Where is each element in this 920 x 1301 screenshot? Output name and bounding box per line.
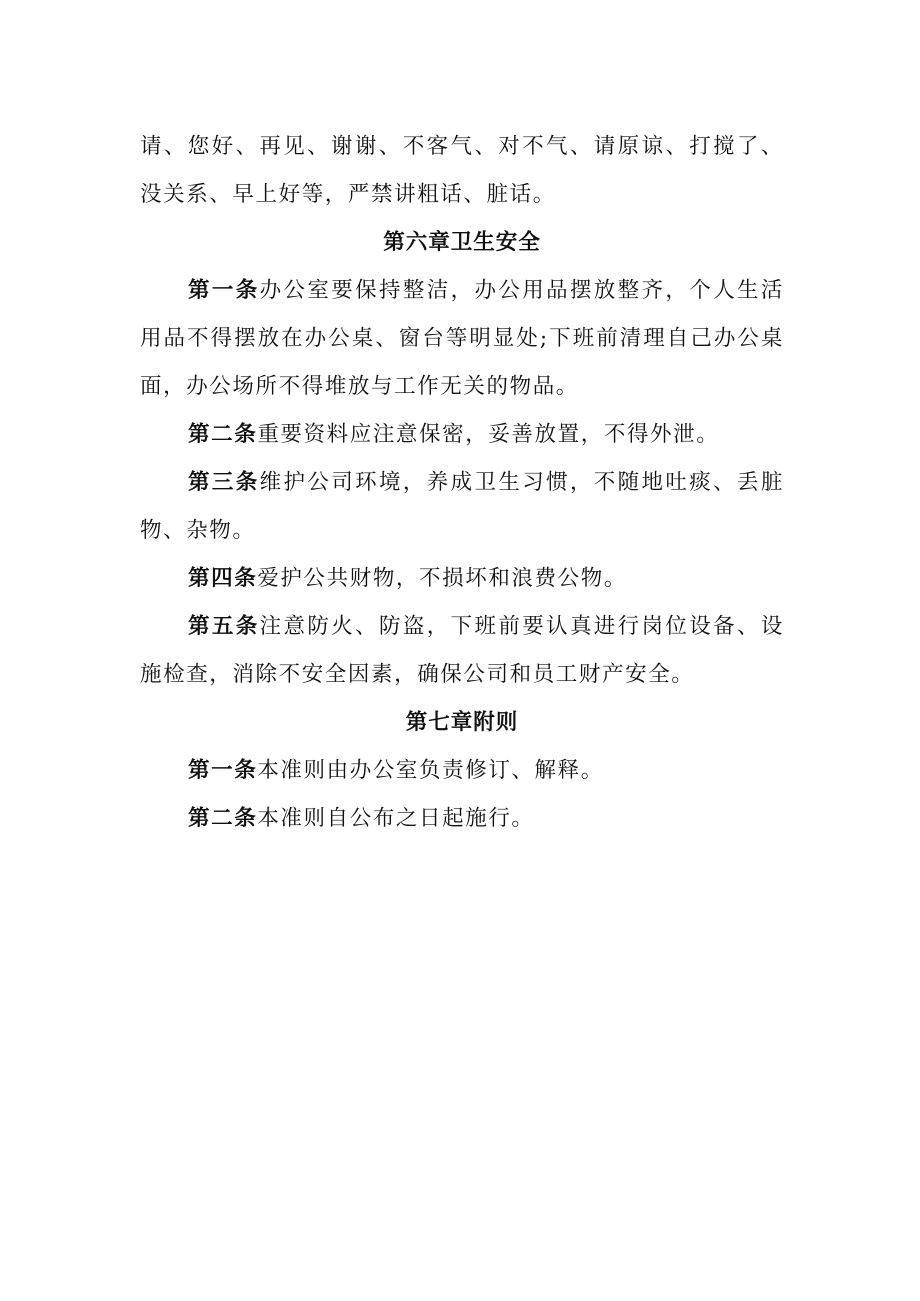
article-paragraph — [140, 411, 784, 459]
chapter-title-6: 第六章卫生安全 — [383, 230, 541, 255]
document-page — [140, 123, 784, 843]
article-text: 注意防火、防盗，下班前要认真进行岗位设备、设施检查，消除不安全因素，确保公司和员工财产安全。 — [140, 614, 785, 687]
article-text: 爱护公共财物，不损坏和浪费公物。 — [257, 566, 627, 591]
article-text: 本准则自公布之日起施行。 — [257, 806, 535, 831]
article-paragraph — [140, 747, 784, 795]
article-label: 第一条 — [188, 758, 258, 783]
article-paragraph — [140, 795, 784, 843]
continuation-paragraph — [140, 123, 784, 219]
article-label: 第三条 — [188, 470, 260, 495]
article-label: 第四条 — [188, 566, 258, 591]
article-text: 办公室要保持整洁，办公用品摆放整齐，个人生活用品不得摆放在办公桌、窗台等明显处;下班前清理自己办公桌面，办公场所不得堆放与工作无关的物品。 — [140, 278, 785, 399]
article-label: 第五条 — [188, 614, 260, 639]
article-text: 重要资料应注意保密，妥善放置，不得外泄。 — [257, 422, 720, 447]
paragraph-text: 请、您好、再见、谢谢、不客气、对不气、请原谅、打搅了、没关系、早上好等，严禁讲粗话、脏话。 — [140, 134, 784, 207]
article-text: 维护公司环境，养成卫生习惯，不随地吐痰、丢脏物、杂物。 — [140, 470, 785, 543]
article-paragraph — [140, 459, 784, 555]
article-label: 第二条 — [188, 422, 258, 447]
chapter-title-7: 第七章附则 — [405, 710, 519, 735]
article-label: 第二条 — [188, 806, 258, 831]
article-paragraph — [140, 267, 784, 411]
article-paragraph — [140, 603, 784, 699]
article-text: 本准则由办公室负责修订、解释。 — [257, 758, 604, 783]
article-label: 第一条 — [188, 278, 260, 303]
article-paragraph — [140, 555, 784, 603]
